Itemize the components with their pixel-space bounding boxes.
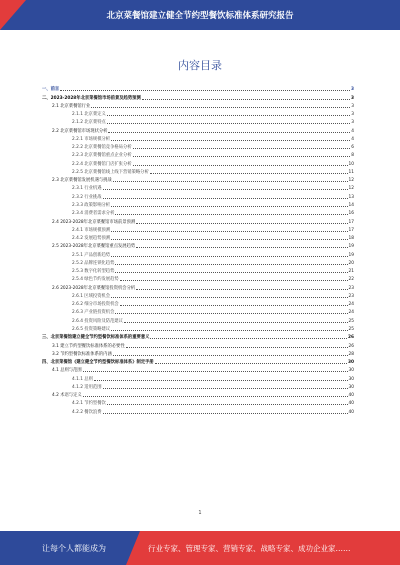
page-footer (0, 531, 400, 565)
toc-leader-dots (111, 239, 347, 240)
toc-leader-dots (115, 264, 347, 265)
toc-entry-label: 4.2.1 节约型餐饮 (72, 401, 106, 407)
toc-entry[interactable] (42, 390, 354, 398)
toc-leader-dots (136, 223, 347, 224)
toc-leader-dots (120, 280, 348, 281)
toc-entry[interactable] (42, 332, 354, 340)
toc-entry-label: 4.1.2 适用范围 (72, 384, 102, 390)
toc-entry[interactable] (42, 200, 354, 208)
toc-entry-page: 24 (348, 310, 354, 316)
toc-entry[interactable] (42, 101, 354, 109)
toc-entry[interactable] (42, 216, 354, 224)
toc-leader-dots (136, 289, 347, 290)
toc-entry[interactable] (42, 109, 354, 117)
toc-entry[interactable] (42, 225, 354, 233)
toc-entry[interactable] (42, 398, 354, 406)
toc-entry[interactable] (42, 282, 354, 290)
toc-entry[interactable] (42, 373, 354, 381)
toc-entry-page: 12 (348, 178, 354, 184)
toc-entry-page: 8 (351, 153, 354, 159)
toc-entry-label: 2.4.2 发展趋势预测 (72, 236, 111, 242)
toc-entry[interactable] (42, 167, 354, 175)
toc-leader-dots (133, 165, 348, 166)
toc-entry-label: 2.2.1 市场规模分析 (72, 136, 111, 142)
toc-entry[interactable] (42, 340, 354, 348)
toc-leader-dots (107, 404, 348, 405)
toc-leader-dots (83, 396, 348, 397)
toc-entry-page: 6 (351, 145, 354, 151)
toc-entry-label: 2.1 北京菜餐馆行业 (52, 103, 91, 109)
toc-leader-dots (136, 247, 347, 248)
toc-leader-dots (155, 363, 347, 364)
page-header (0, 0, 400, 30)
toc-entry[interactable] (42, 175, 354, 183)
footer-red-band (140, 531, 400, 565)
toc-entry-label: 2.3.4 消费者需求分析 (72, 211, 115, 217)
page-number: 1 (198, 510, 202, 516)
toc-entry-label: 2.3.3 政策影响分析 (72, 202, 111, 208)
toc-entry-page: 40 (348, 401, 354, 407)
toc-entry-label: 4.1.1 总则 (72, 376, 93, 382)
toc-entry-page: 24 (348, 302, 354, 308)
toc-entry-page: 11 (348, 169, 354, 175)
toc-leader-dots (107, 115, 350, 116)
toc-entry[interactable] (42, 258, 354, 266)
toc-entry[interactable] (42, 357, 354, 365)
toc-entry-page: 17 (348, 227, 354, 233)
toc-entry[interactable] (42, 134, 354, 142)
toc-heading: 内容目录 (178, 59, 222, 72)
toc-entry[interactable] (42, 349, 354, 357)
toc-leader-dots (113, 355, 348, 356)
toc-entry-label: 2.5 2023-2028年北京菜餐馆重点发展趋势 (52, 244, 136, 250)
toc-entry[interactable] (42, 266, 354, 274)
toc-entry[interactable] (42, 291, 354, 299)
toc-entry-page: 19 (348, 244, 354, 250)
toc-leader-dots (142, 99, 350, 100)
toc-entry[interactable] (42, 299, 354, 307)
toc-entry-page: 30 (348, 376, 354, 382)
toc-leader-dots (115, 313, 347, 314)
toc-entry-page: 3 (351, 112, 354, 118)
toc-entry-label: 2.4 2023-2028年北京菜餐馆市场前景预测 (52, 219, 136, 225)
toc-entry-label: 2.6.2 细分市场投资机会 (72, 302, 119, 308)
toc-entry-label: 2.5.1 产品创新趋势 (72, 252, 111, 258)
toc-entry-page: 3 (351, 87, 354, 93)
toc-entry-page: 25 (348, 318, 354, 324)
toc-leader-dots (120, 305, 348, 306)
toc-leader-dots (126, 347, 348, 348)
toc-leader-dots (111, 330, 347, 331)
toc-entry[interactable] (42, 406, 354, 414)
toc-leader-dots (91, 107, 350, 108)
toc-leader-dots (133, 148, 351, 149)
toc-entry-label: 2.5.2 品牌连锁化趋势 (72, 260, 115, 266)
toc-entry-label: 2.2.5 北京菜餐馆线上线下营销策略分析 (72, 169, 149, 175)
footer-slogan-right: 行业专家、管理专家、营销专家、战略专家、成功企业家…… (148, 544, 351, 553)
report-title: 北京菜餐馆建立健全节约型餐饮标准体系研究报告 (106, 11, 294, 21)
toc-leader-dots (115, 214, 347, 215)
toc-entry-label: 2.3.2 行业挑战 (72, 194, 102, 200)
toc-entry[interactable] (42, 191, 354, 199)
toc-entry-label: 2.2.2 北京菜餐馆竞争格局分析 (72, 145, 132, 151)
toc-entry-label: 3.2 节约型餐饮标准体系的内涵 (52, 351, 112, 357)
toc-entry[interactable] (42, 307, 354, 315)
toc-entry-page: 19 (348, 252, 354, 258)
toc-entry-page: 23 (348, 293, 354, 299)
toc-entry-label: 2.1.1 北京菜定义 (72, 112, 106, 118)
toc-leader-dots (108, 132, 350, 133)
toc-entry-page: 10 (348, 161, 354, 167)
toc-entry-page: 12 (348, 186, 354, 192)
toc-leader-dots (150, 173, 348, 174)
toc-entry[interactable] (42, 142, 354, 150)
toc-leader-dots (94, 380, 348, 381)
toc-leader-dots (111, 297, 347, 298)
toc-entry-label: 2.5.3 数字化转型趋势 (72, 269, 115, 275)
toc-entry-label: 2.5.4 绿色节约发展趋势 (72, 277, 119, 283)
toc-entry-label: 一、前言 (42, 87, 60, 93)
toc-entry[interactable] (42, 324, 354, 332)
toc-entry-page: 20 (348, 260, 354, 266)
toc-entry-page: 30 (348, 384, 354, 390)
footer-red-slant (126, 531, 140, 565)
toc-leader-dots (83, 371, 348, 372)
toc-leader-dots (133, 156, 351, 157)
toc-entry-page: 14 (348, 202, 354, 208)
toc-entry-label: 2.2.3 北京菜餐馆重点企业分析 (72, 153, 132, 159)
toc-entry-label: 2.3 北京菜餐馆发展机遇与挑战 (52, 178, 112, 184)
toc-leader-dots (124, 322, 348, 323)
toc-entry-label: 2.3.1 行业机遇 (72, 186, 102, 192)
toc-entry-label: 2.1.2 北京菜特点 (72, 120, 106, 126)
footer-slogan-left: 让每个人都能成为 (42, 544, 106, 553)
toc-entry-label: 4.2 术语与定义 (52, 393, 82, 399)
toc-entry-page: 40 (348, 409, 354, 415)
toc-entry[interactable] (42, 241, 354, 249)
toc-entry-label: 2.6.5 投资策略建议 (72, 326, 111, 332)
toc-entry-label: 4.2.2 餐饮浪费 (72, 409, 102, 415)
toc-entry-page: 3 (351, 95, 354, 101)
toc-leader-dots (115, 272, 347, 273)
toc-leader-dots (103, 189, 348, 190)
toc-entry-page: 3 (351, 103, 354, 109)
toc-leader-dots (111, 206, 347, 207)
toc-entry-page: 22 (348, 277, 354, 283)
toc-entry-page: 23 (348, 285, 354, 291)
toc-entry-label: 3.1 建立节约型餐饮标准体系的必要性 (52, 343, 125, 349)
toc-entry-label: 2.4.1 市场规模预测 (72, 227, 111, 233)
toc-entry[interactable] (42, 150, 354, 158)
toc-leader-dots (150, 338, 347, 339)
toc-entry[interactable] (42, 125, 354, 133)
toc-leader-dots (60, 90, 350, 91)
toc-entry-page: 40 (348, 393, 354, 399)
toc-entry[interactable] (42, 315, 354, 323)
toc-entry-page: 4 (351, 136, 354, 142)
toc-entry-page: 26 (348, 335, 354, 341)
toc-entry[interactable] (42, 92, 354, 100)
toc-entry[interactable] (42, 208, 354, 216)
toc-entry-label: 2.6.4 投资风险及防范建议 (72, 318, 123, 324)
toc-entry[interactable] (42, 233, 354, 241)
toc-entry-page: 18 (348, 236, 354, 242)
toc-entry-label: 四、北京菜餐馆《建立健全节约型餐饮标准体系》制定手册 (42, 360, 154, 366)
toc-leader-dots (111, 140, 350, 141)
toc-leader-dots (103, 388, 348, 389)
toc-entry-label: 三、北京菜餐馆建立健全节约型餐饮标准体系的重要意义 (42, 335, 150, 341)
toc-entry-label: 2.6 2023-2028年北京菜餐馆投资机会分析 (52, 285, 136, 291)
toc-leader-dots (103, 413, 348, 414)
toc-entry-label: 二、2023-2028年北京菜餐馆市场前景及趋势预测 (42, 95, 141, 101)
toc-entry-label: 4.1 总则与范围 (52, 368, 82, 374)
toc-entry[interactable] (42, 382, 354, 390)
toc-entry-label: 2.2.4 北京菜餐馆门店扩张分析 (72, 161, 132, 167)
toc-entry-page: 21 (348, 269, 354, 275)
toc-leader-dots (103, 198, 348, 199)
toc-entry-page: 30 (348, 368, 354, 374)
toc-entry[interactable] (42, 183, 354, 191)
toc-entry-page: 13 (348, 194, 354, 200)
toc-entry[interactable] (42, 158, 354, 166)
toc-entry[interactable] (42, 249, 354, 257)
toc-leader-dots (107, 123, 350, 124)
toc-leader-dots (111, 231, 347, 232)
toc-entry-label: 2.6.3 产业链投资机会 (72, 310, 115, 316)
toc-entry[interactable] (42, 117, 354, 125)
toc-entry[interactable] (42, 274, 354, 282)
toc-entry-page: 28 (348, 351, 354, 357)
toc-entry-page: 16 (348, 211, 354, 217)
toc-entry[interactable] (42, 365, 354, 373)
toc-entry-page: 26 (348, 343, 354, 349)
toc-entry-page: 3 (351, 120, 354, 126)
toc-entry-page: 30 (348, 360, 354, 366)
toc-entry[interactable] (42, 84, 354, 92)
toc-entry-label: 2.6.1 区域投资机会 (72, 293, 111, 299)
toc-leader-dots (111, 256, 347, 257)
toc-entry-page: 25 (348, 326, 354, 332)
toc-leader-dots (113, 181, 348, 182)
toc-entry-page: 17 (348, 219, 354, 225)
toc-entry-page: 4 (351, 128, 354, 134)
table-of-contents (42, 84, 354, 415)
toc-entry-label: 2.2 北京菜餐馆市场现状分析 (52, 128, 108, 134)
